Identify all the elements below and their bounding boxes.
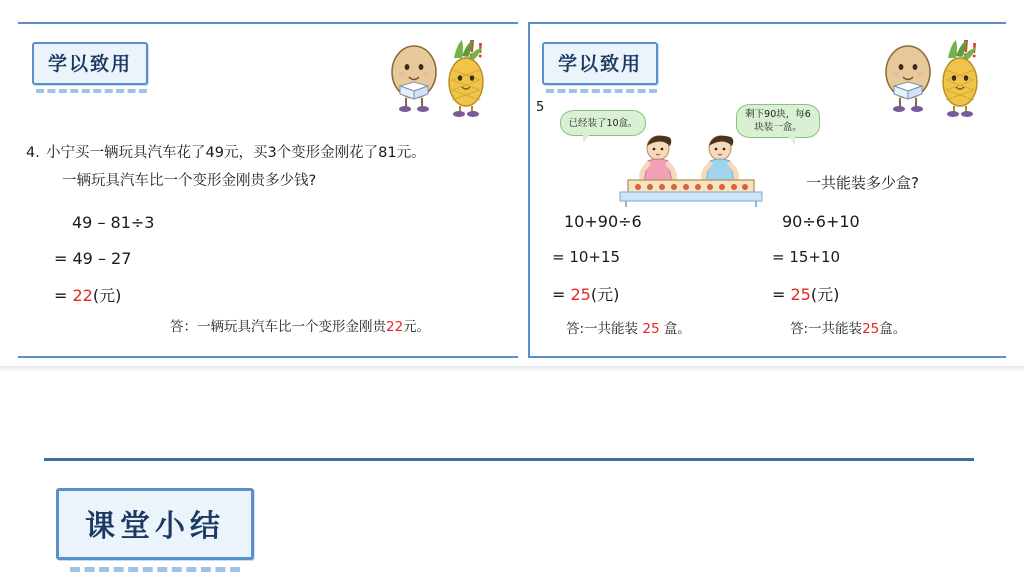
- candy-tray-icon: [620, 180, 762, 207]
- kid-right-icon: [704, 136, 737, 181]
- summary-badge-dashes: [70, 567, 240, 576]
- kid-left-icon: [642, 136, 675, 181]
- potato-mascot-icon: [886, 46, 930, 112]
- summary-badge: [56, 488, 254, 576]
- right-b-result-value: 25: [790, 285, 811, 304]
- left-result-value: 22: [72, 286, 93, 305]
- pineapple-mascot-icon: [449, 40, 483, 117]
- summary-badge-label: 课堂小结: [56, 488, 254, 560]
- right-b-answer-prefix: 答:一共能装: [790, 321, 863, 337]
- right-a-answer-prefix: 答:一共能装: [566, 321, 639, 337]
- right-question-number: 5: [536, 100, 545, 115]
- right-b-answer-value: 25: [862, 321, 880, 337]
- bottom-section-rule: [44, 458, 974, 461]
- pineapple-mascot-icon: [943, 40, 977, 117]
- left-answer-suffix: 元。: [403, 319, 431, 335]
- right-panel: [528, 22, 1006, 358]
- speech-bubble-right: 剩下90块，每6块装一盒。: [736, 104, 820, 138]
- left-section-badge: [32, 42, 148, 97]
- left-step-2: = 49 – 27: [54, 249, 132, 268]
- mascot-group-right: [872, 34, 992, 120]
- section-shadow: [0, 366, 1024, 372]
- right-section-badge-dashes: [546, 89, 657, 97]
- right-a-result-prefix: =: [552, 285, 566, 304]
- left-result: [54, 283, 121, 306]
- right-a-result-unit: (元): [590, 285, 620, 304]
- left-result-prefix: =: [54, 286, 68, 305]
- right-question-text: 一共能装多少盒?: [806, 174, 919, 192]
- speech-bubble-left: 已经装了10盒。: [560, 110, 646, 136]
- right-section-badge-label: 学以致用: [542, 42, 658, 85]
- right-a-answer-sentence: [566, 317, 691, 337]
- left-step-1: 49 – 81÷3: [72, 213, 155, 232]
- right-b-result: [772, 282, 839, 305]
- right-a-answer-suffix: 盒。: [663, 321, 691, 337]
- right-b-answer-suffix: 盒。: [879, 321, 907, 337]
- kids-packing-illustration: [592, 130, 792, 213]
- left-result-unit: (元): [92, 286, 122, 305]
- right-section-badge: [542, 42, 658, 97]
- right-a-step-2: = 10+15: [552, 248, 621, 266]
- left-question-number: 4.: [26, 145, 40, 161]
- left-section-badge-label: 学以致用: [32, 42, 148, 85]
- left-panel-bottom-rule: [18, 356, 518, 358]
- left-question-line-1: 小宁买一辆玩具汽车花了49元，买3个变形金刚花了81元。: [46, 145, 426, 161]
- left-question-line-2: 一辆玩具汽车比一个变形金刚贵多少钱?: [62, 173, 317, 189]
- right-b-result-unit: (元): [810, 285, 840, 304]
- right-b-step-1: 90÷6+10: [782, 212, 860, 231]
- right-a-result-value: 25: [570, 285, 591, 304]
- mascot-group-left: [378, 34, 498, 120]
- left-answer-prefix: 答：一辆玩具汽车比一个变形金刚贵: [170, 319, 386, 335]
- right-a-answer-value: 25: [642, 321, 660, 337]
- right-a-result: [552, 282, 619, 305]
- left-panel-top-rule: [18, 22, 518, 24]
- right-b-step-2: = 15+10: [772, 248, 841, 266]
- potato-mascot-icon: [392, 46, 436, 112]
- left-panel: [18, 22, 518, 358]
- right-panel-top-rule: [528, 22, 1006, 24]
- left-section-badge-dashes: [36, 89, 147, 97]
- right-b-result-prefix: =: [772, 285, 786, 304]
- right-b-answer-sentence: [790, 317, 906, 337]
- right-a-step-1: 10+90÷6: [564, 212, 642, 231]
- left-answer-sentence: [170, 315, 430, 335]
- right-panel-bottom-rule: [528, 356, 1006, 358]
- left-answer-value: 22: [386, 319, 404, 335]
